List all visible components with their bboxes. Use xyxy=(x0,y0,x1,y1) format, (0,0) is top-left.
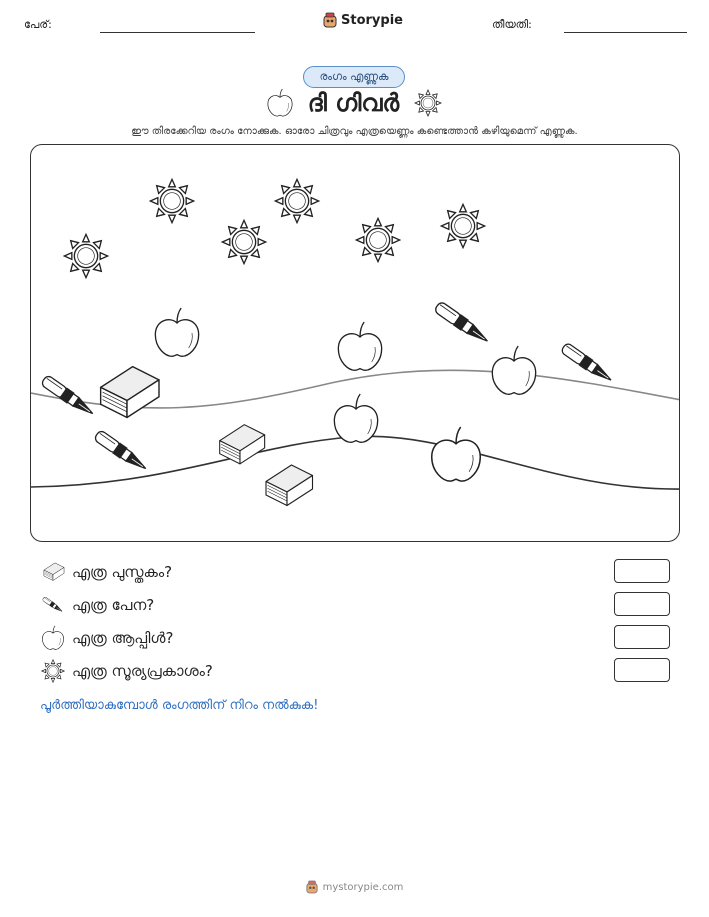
date-line[interactable] xyxy=(564,32,687,33)
question-row-books xyxy=(40,559,670,585)
storypie-mascot-icon xyxy=(306,880,318,894)
site-url[interactable]: mystorypie.com xyxy=(322,881,404,893)
counting-scene xyxy=(30,144,680,542)
scene-apple xyxy=(334,394,377,442)
apple-icon xyxy=(40,625,66,651)
title-row xyxy=(0,88,709,118)
question-row-apples xyxy=(40,625,670,651)
scene-book xyxy=(266,465,313,506)
answer-box-books[interactable] xyxy=(614,559,670,583)
name-line[interactable] xyxy=(100,32,255,33)
question-text: എത്ര സൂര്യപ്രകാശം? xyxy=(72,662,213,680)
page-title: ദി ഗിവർ xyxy=(307,89,400,117)
answer-box-apples[interactable] xyxy=(614,625,670,649)
sun-icon xyxy=(413,88,443,118)
question-text: എത്ര ആപ്പിൾ? xyxy=(72,629,174,647)
scene-sun xyxy=(356,218,399,261)
question-text: എത്ര പേന? xyxy=(72,596,155,614)
instruction-text: ഈ തിരക്കേറിയ രംഗം നോക്കുക. ഓരോ ചിത്രവും എത്രയെണ്ണം കണ്ടെത്താൻ കഴിയുമെന്ന് എണ്ണുക. xyxy=(131,126,578,137)
scene-sun xyxy=(275,179,318,222)
pen-icon xyxy=(40,592,66,618)
question-text: എത്ര പുസ്തകം? xyxy=(72,563,173,581)
scene-book xyxy=(220,425,265,464)
name-label: പേര്: xyxy=(24,18,52,31)
scene-sun xyxy=(222,220,265,263)
book-icon xyxy=(40,559,66,585)
scene-apple xyxy=(432,427,481,481)
question-row-suns xyxy=(40,658,670,684)
coloring-note: പൂർത്തിയാകുമ്പോൾ രംഗത്തിന് നിറം നൽകുക! xyxy=(40,698,319,713)
brand-logo xyxy=(323,12,403,28)
answer-box-pens[interactable] xyxy=(614,592,670,616)
scene-sun xyxy=(64,234,107,277)
question-row-pens xyxy=(40,592,670,618)
scene-pen xyxy=(434,301,491,346)
front-hill-line xyxy=(31,436,680,489)
scene-book xyxy=(101,367,159,418)
activity-badge: രംഗം എണ്ണുക xyxy=(303,66,405,88)
scene-apple xyxy=(338,322,381,370)
site-footer xyxy=(0,880,709,894)
brand-name: Storypie xyxy=(341,12,403,28)
scene-sun xyxy=(150,179,193,222)
answer-box-suns[interactable] xyxy=(614,658,670,682)
scene-apple xyxy=(155,308,198,356)
scene-pen xyxy=(560,342,614,385)
storypie-mascot-icon xyxy=(323,12,337,28)
scene-sun xyxy=(441,204,484,247)
apple-icon xyxy=(266,88,294,118)
sun-icon xyxy=(40,658,66,684)
date-label: തീയതി: xyxy=(492,18,532,31)
scene-apple xyxy=(492,346,535,394)
scene-pen xyxy=(94,430,150,474)
